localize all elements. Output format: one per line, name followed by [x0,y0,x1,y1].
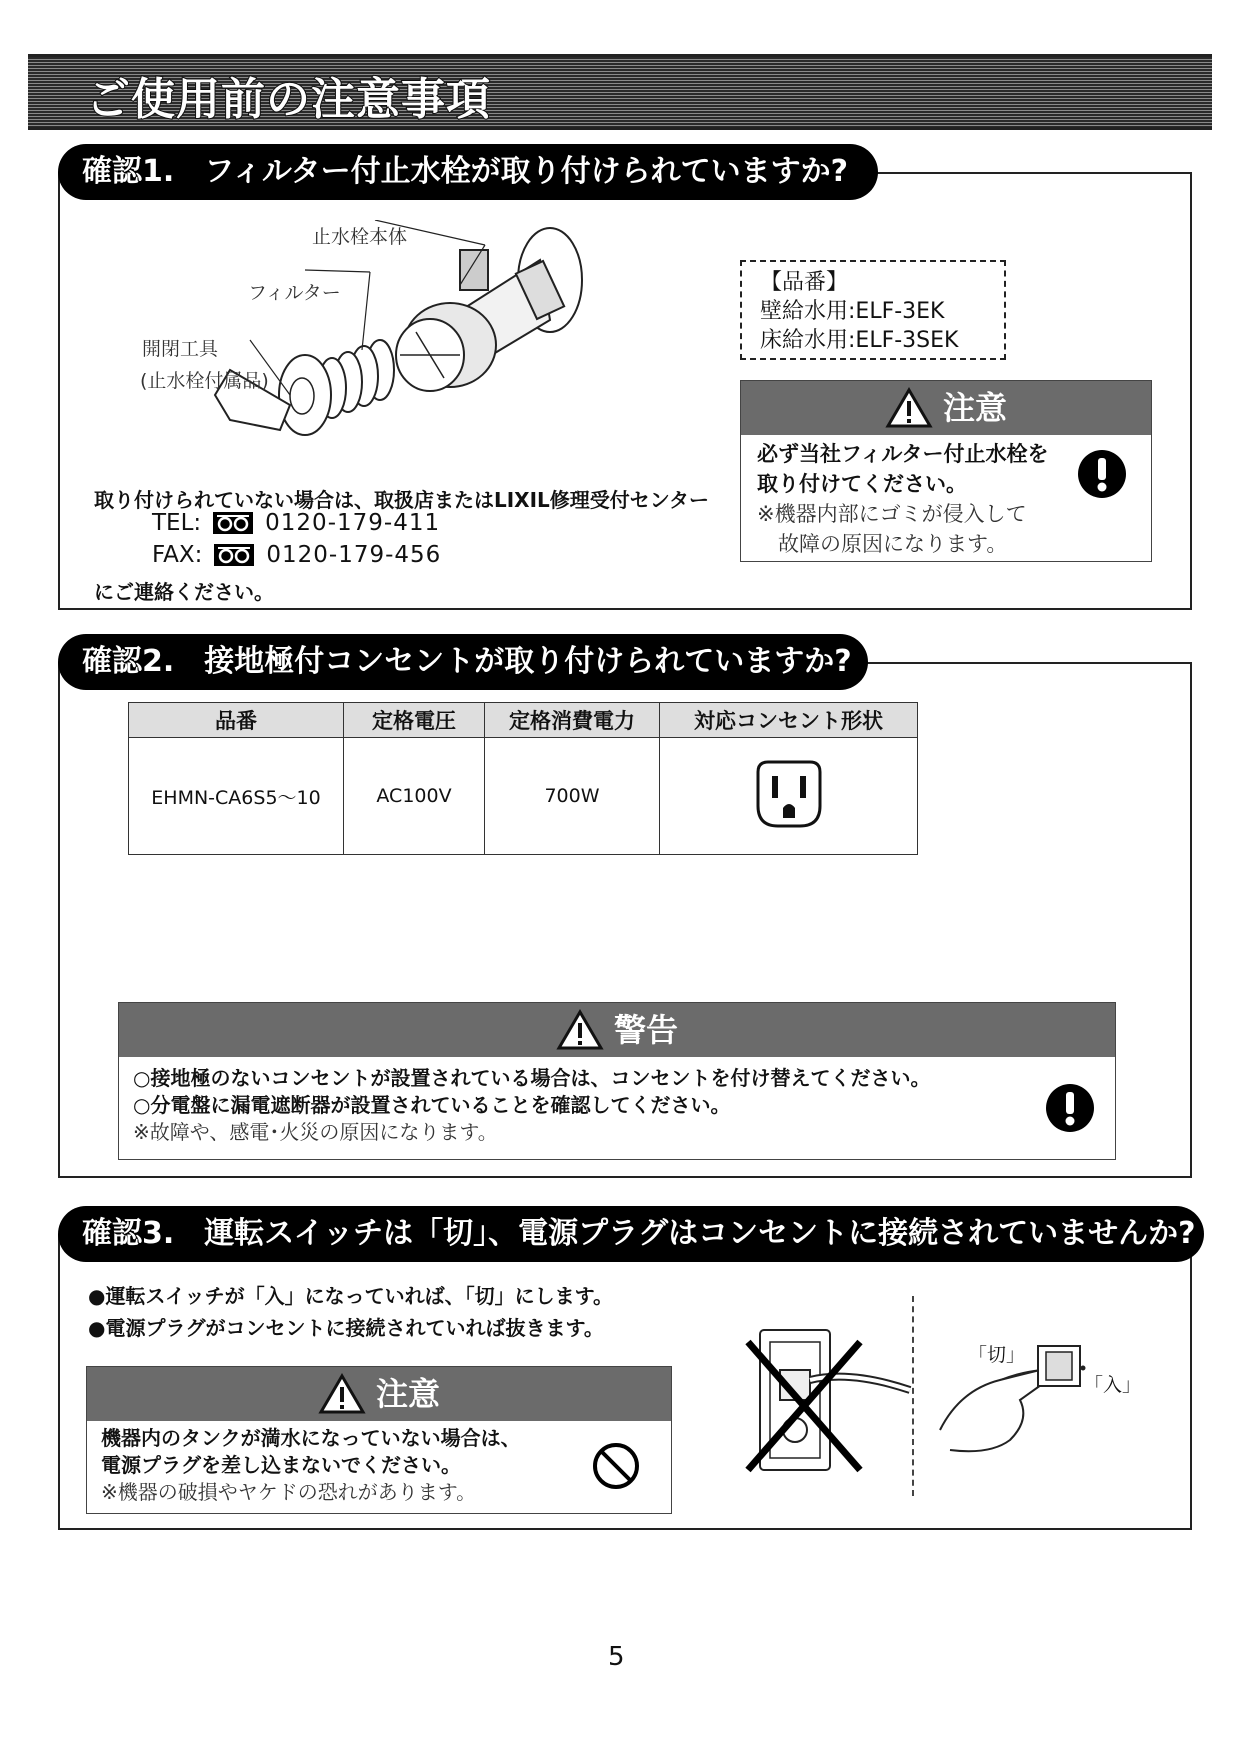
warning-line2: ○分電盤に漏電遮断器が設置されていることを確認してください。 [133,1093,731,1117]
page-header [28,54,1212,130]
caution-note1: ※機器内部にゴミが侵入して [757,502,1027,526]
mandatory-icon [1077,449,1127,499]
warning-triangle-icon [318,1373,366,1415]
tel-label: TEL: [152,510,202,536]
caution-note2: 故障の原因になります。 [757,532,1008,556]
td-voltage: AC100V [344,738,485,855]
check1-heading: 確認1. フィルター付止水栓が取り付けられていますか? [58,144,878,200]
label-valve-body: 止水栓本体 [312,226,408,248]
th-power: 定格消費電力 [485,703,660,738]
switch-off-label: 「切」 [968,1344,1026,1366]
part-number-wall: 壁給水用:ELF-3EK [760,299,945,324]
fax-number: 0120-179-456 [266,542,442,568]
caution-note: ※機器の破損やヤケドの恐れがあります。 [101,1480,477,1504]
tel-row [152,510,440,536]
grounded-outlet-icon [754,758,824,830]
contact-outro: にご連絡ください。 [94,580,274,604]
caution-header [741,381,1151,435]
caution-line2: 電源プラグを差し込まないでください。 [101,1453,461,1477]
td-model: EHMN-CA6S5〜10 [129,738,344,855]
freedial-icon [213,512,253,534]
caution-line1: 必ず当社フィルター付止水栓を [757,442,1049,466]
check1-caution [740,380,1152,562]
freedial-icon [214,544,254,566]
page-title: ご使用前の注意事項 [86,74,491,125]
fax-label: FAX: [152,542,203,568]
warning-header [119,1003,1115,1057]
caution-header [87,1367,671,1421]
td-outlet [660,738,918,855]
caution-line2: 取り付けてください。 [757,472,967,496]
th-model: 品番 [129,703,344,738]
warning-title: 警告 [613,1011,678,1049]
spec-table [128,702,918,855]
check2-warning [118,1002,1116,1160]
th-outlet: 対応コンセント形状 [660,703,918,738]
warning-triangle-icon [556,1009,604,1051]
check3-bullet2: ●電源プラグがコンセントに接続されていれば抜きます。 [88,1316,604,1340]
caution-line1: 機器内のタンクが満水になっていない場合は、 [101,1426,521,1450]
label-tool-note: (止水栓付属品) [140,370,269,392]
tel-number: 0120-179-411 [265,510,441,536]
part-number-box [740,260,1006,360]
check3-caution [86,1366,672,1514]
td-power: 700W [485,738,660,855]
divider [912,1296,914,1496]
label-filter: フィルター [248,282,341,304]
prohibited-icon [591,1441,641,1491]
check2-heading: 確認2. 接地極付コンセントが取り付けられていますか? [58,634,868,690]
table-row [129,738,918,855]
check3-heading: 確認3. 運転スイッチは「切」、電源プラグはコンセントに接続されていませんか? [58,1206,1204,1262]
unplugged-illustration [740,1320,920,1480]
warning-line1: ○接地極のないコンセントが設置されている場合は、コンセントを付け替えてください。 [133,1066,931,1090]
fax-row [152,542,441,568]
label-tool: 開閉工具 [142,338,219,360]
contact-intro: 取り付けられていない場合は、取扱店またはLIXIL修理受付センター [94,488,709,512]
warning-triangle-icon [885,387,933,429]
part-number-title: 【品番】 [760,270,849,295]
part-number-floor: 床給水用:ELF-3SEK [760,328,959,353]
warning-note: ※故障や、感電･火災の原因になります。 [133,1120,498,1144]
table-header-row [129,703,918,738]
caution-title: 注意 [942,389,1007,427]
page-number: 5 [608,1642,625,1672]
switch-on-label: 「入」 [1084,1374,1142,1396]
check3-bullet1: ●運転スイッチが「入」になっていれば、「切」にします。 [88,1284,614,1308]
caution-title: 注意 [375,1375,440,1413]
mandatory-icon [1045,1083,1095,1133]
th-voltage: 定格電圧 [344,703,485,738]
